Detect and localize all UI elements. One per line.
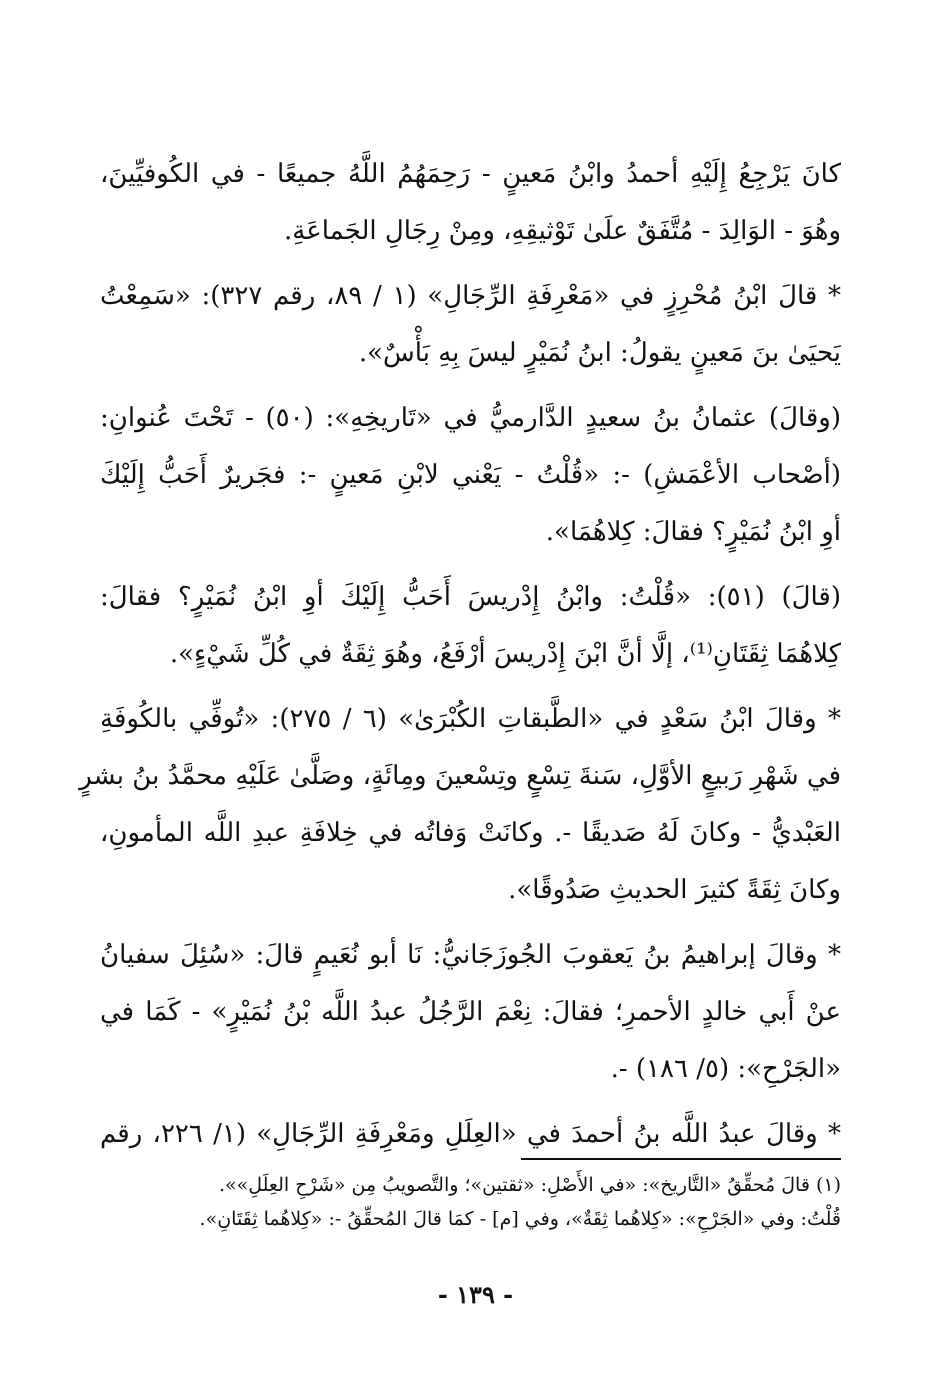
text-line: وكانَ ثِقَةً كثيرَ الحديثِ صَدُوقًا». [508,875,841,905]
paragraph [100,1106,841,1163]
text-line: عنْ أَبي خالدٍ الأحمرِ؛ فقالَ: نِعْمَ الرَّجُلُ عبدُ اللَّه بْنُ نُمَيْرٍ» - كَمَا في [100,997,841,1027]
text-line: في شَهْرِ رَبيعٍ الأوَّلِ، سَنةَ تِسْعٍ وتِسْعينَ ومِائَةٍ، وصَلَّىٰ عَلَيْهِ محمَّدُ بنُ بشرٍ [79,761,841,791]
text-line: كِلاهُمَا ثِقَتَانِ⁽¹⁾، إلَّا أنَّ ابْنَ إِدْريسَ أرْفَعُ، وهُوَ ثِقَةٌ في كُلِّ شَيْءٍ». [169,639,841,669]
paragraph [79,691,841,919]
paragraph [100,569,841,683]
paragraph [100,268,841,382]
text-line: أوِ ابْنُ نُمَيْرٍ؟ فقالَ: كِلاهُمَا». [545,517,841,547]
text-line: كانَ يَرْجِعُ إِلَيْهِ أحمدُ وابْنُ مَعينٍ - رَحِمَهُمُ اللَّهُ جميعًا - في الكُوفيِّينَ، [100,159,841,189]
main-text [79,146,842,1171]
text-line: * وقالَ ابْنُ سَعْدٍ في «الطَّبقاتِ الكُبْرَىٰ» (٦ / ٢٧٥): «تُوفِّي بالكُوفَةِ [100,704,841,734]
text-line: * وقالَ عبدُ اللَّه بنُ أحمدَ في «العِلَلِ ومَعْرِفَةِ الرِّجَالِ» (١/ ٢٢٦، رقم [100,1119,841,1149]
text-line: وهُوَ - الوَالِدَ - مُتَّفَقٌ علَىٰ تَوْثيقِهِ، ومِنْ رِجَالِ الجَماعَةِ. [284,216,841,246]
text-line: العَبْديُّ - وكانَ لَهُ صَديقًا -. وكانَتْ وَفاتُه في خِلافَةِ عبدِ اللَّه المأمونِ، [100,818,841,848]
footnote-divider [521,1158,841,1160]
text-line: (أصْحاب الأعْمَشِ) -: «قُلْتُ - يَعْني لابْنِ مَعينٍ -: فجَريرٌ أَحَبُّ إِلَيْكَ [100,460,841,490]
text-line: (وقالَ) عثمانُ بنُ سعيدٍ الدَّارميُّ في «تَاريخِهِ»: (٥٠) - تَحْتَ عُنوانِ: [100,403,842,433]
paragraph [100,927,841,1098]
text-line: يَحيَىٰ بنَ مَعينٍ يقولُ: ابنُ نُمَيْرٍ ليسَ بِهِ بَأْسٌ». [358,338,841,368]
footnote-line: قُلْتُ: وفي «الجَرْحِ»: «كِلاهُما ثِقَةٌ»، وفي [م] - كمَا قالَ المُحقِّقُ -: «كِلاهُما ثِقَتَانِ». [199,1208,841,1230]
page-number: - ١٣٩ - [437,1280,514,1309]
footnotes [100,1168,841,1236]
text-line: * قالَ ابْنُ مُحْرِزٍ في «مَعْرِفَةِ الرِّجَالِ» (١ / ٨٩، رقم ٣٢٧): «سَمِعْتُ [100,281,842,311]
footnote-line: (١) قالَ مُحقِّقُ «التَّاريخ»: «في الأَصْلِ: «ثقتين»؛ والتَّصويبُ مِن «شَرْحِ العِلَلِ»». [218,1174,841,1196]
text-line: «الجَرْحِ»: (٥/ ١٨٦) -. [610,1054,841,1084]
text-line: (قالَ) (٥١): «قُلْتُ: وابْنُ إِدْريسَ أَحَبُّ إِلَيْكَ أوِ ابْنُ نُمَيْرٍ؟ فقالَ: [100,582,842,612]
paragraph [100,146,841,260]
text-line: * وقالَ إبراهيمُ بنُ يَعقوبَ الجُوزَجَانيُّ: نَا أبو نُعَيمٍ قالَ: «سُئِلَ سفيانُ [100,940,841,970]
paragraph [100,390,841,561]
